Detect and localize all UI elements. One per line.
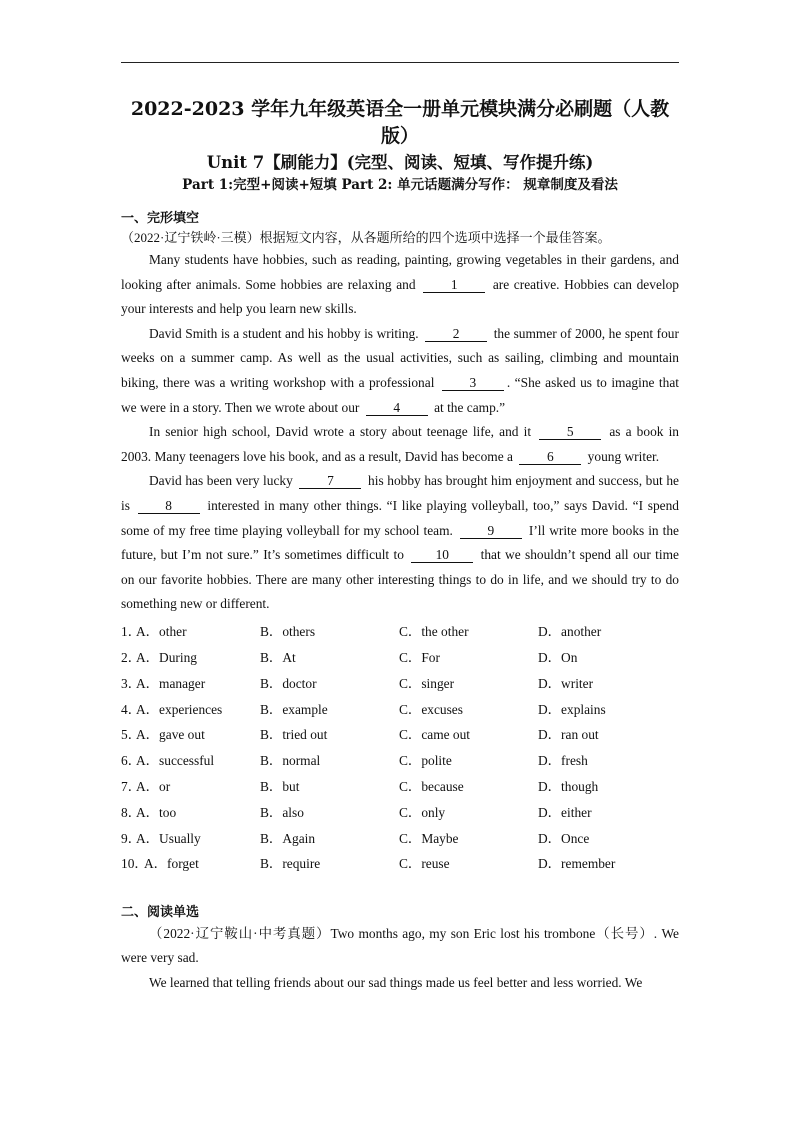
blank-7: 7 <box>299 473 361 489</box>
reading-paragraph-1: （2022·辽宁鞍山·中考真题）Two months ago, my son Eric lost his trombone（长号）. We were very sad. <box>121 925 679 966</box>
option-row-4 <box>121 695 679 721</box>
cloze-paragraph-2 <box>121 322 679 420</box>
section-reading <box>121 904 679 996</box>
header-rule <box>121 62 679 63</box>
question-number: 9． <box>121 830 142 846</box>
option-a: A．gave out <box>136 727 205 743</box>
option-d: D．another <box>538 624 602 640</box>
option-d: D．fresh <box>538 753 588 769</box>
blank-6: 6 <box>519 449 581 465</box>
blank-9: 9 <box>460 523 522 539</box>
option-row-3 <box>121 670 679 696</box>
option-c: C．singer <box>399 675 455 691</box>
blank-2: 2 <box>425 326 487 342</box>
question-number: 8． <box>121 804 142 820</box>
option-a: A．experiences <box>136 701 223 717</box>
question-number: 1． <box>121 624 142 640</box>
blank-8: 8 <box>138 498 200 514</box>
options-list <box>121 618 679 876</box>
option-row-7 <box>121 773 679 799</box>
option-d: D．remember <box>538 856 616 872</box>
option-a: A．too <box>136 804 177 820</box>
option-c: C．reuse <box>399 856 450 872</box>
question-number: 5． <box>121 727 142 743</box>
blank-1: 1 <box>423 277 485 293</box>
text-span: the summer of 2000, he spent four weeks on a summer camp. As well as the usual activities, such as sailing, climbing and mountain biking, there was a writing workshop with a professional <box>121 325 679 390</box>
option-row-8 <box>121 798 679 824</box>
option-d: D．either <box>538 804 592 820</box>
option-b: B．also <box>260 804 304 820</box>
option-d: D．ran out <box>538 727 599 743</box>
option-row-1 <box>121 618 679 644</box>
reading-paragraph-2: We learned that telling friends about our sad things made us feel better and less worried. We <box>149 975 643 991</box>
option-b: B．others <box>260 624 316 640</box>
text-span: interested in many other things. “I like playing volleyball, too,” says David. “I spend some of my free time playing volleyball for my school team. <box>121 497 679 538</box>
option-c: C．came out <box>399 727 471 743</box>
option-row-5 <box>121 721 679 747</box>
option-a: A．During <box>136 650 197 666</box>
page-subtitle: Unit 7【刷能力】(完型、阅读、短填、写作提升练) <box>206 153 594 172</box>
option-c: C．excuses <box>399 701 463 717</box>
option-row-9 <box>121 824 679 850</box>
option-d: D．writer <box>538 675 594 691</box>
page-title-line2: 版） <box>380 125 419 147</box>
section-heading-cloze: 一、完形填空 <box>121 211 200 226</box>
option-c: C．For <box>399 650 440 666</box>
question-number: 7． <box>121 779 142 795</box>
section-heading-reading: 二、阅读单选 <box>121 904 200 920</box>
page-title-line1: 2022-2023 学年九年级英语全一册单元模块满分必刷题（人教 <box>130 98 670 120</box>
cloze-paragraph-3 <box>121 420 679 469</box>
option-b: B．but <box>260 779 300 795</box>
title-block <box>110 96 690 195</box>
cloze-paragraph-4 <box>121 469 679 617</box>
option-a: A．Usually <box>136 830 201 846</box>
page-subsubtitle: Part 1:完型+阅读+短填 Part 2: 单元话题满分写作： 规章制度及看法 <box>182 177 618 193</box>
option-c: C．the other <box>399 624 469 640</box>
text-span: I’ll write more books in the future, but I’m not sure.” It’s sometimes difficult to <box>121 522 679 563</box>
option-c: C．Maybe <box>399 830 459 846</box>
option-d: D．explains <box>538 701 606 717</box>
option-a: A．other <box>136 624 187 640</box>
text-span: at the camp.” <box>434 399 506 415</box>
blank-4: 4 <box>366 400 428 416</box>
text-span: that we shouldn’t spend all our time on our favorite hobbies. There are many other interesting things to do in life, and we should try to do something new or different. <box>121 547 679 612</box>
question-number: 10． <box>121 856 148 872</box>
option-a: A．forget <box>144 856 199 872</box>
question-number: 4． <box>121 701 142 717</box>
text-span: David has been very lucky <box>149 473 293 489</box>
option-c: C．because <box>399 779 464 795</box>
option-c: C．polite <box>399 753 452 769</box>
text-span: as a book in 2003. Many teenagers love his book, and as a result, David has become a <box>121 424 679 464</box>
text-span: his hobby has brought him enjoyment and success, but he is <box>121 473 679 513</box>
option-row-6 <box>121 747 679 773</box>
cloze-paragraph-1 <box>121 248 679 322</box>
question-number: 3． <box>121 675 142 691</box>
question-number: 2． <box>121 650 142 666</box>
option-b: B．tried out <box>260 727 328 743</box>
text-span: Many students have hobbies, such as reading, painting, growing vegetables in their gardens, and looking after animals. Some hobbies are relaxing and <box>121 252 679 292</box>
text-span: David Smith is a student and his hobby is writing. <box>149 325 419 341</box>
option-d: D．though <box>538 779 599 795</box>
option-row-2 <box>121 644 679 670</box>
option-b: B．require <box>260 856 321 872</box>
blank-5: 5 <box>539 424 601 440</box>
option-row-10 <box>121 850 679 876</box>
option-b: B．At <box>260 650 296 666</box>
option-d: D．Once <box>538 830 590 846</box>
text-span: are creative. Hobbies can develop your interests and help you learn new skills. <box>121 276 679 317</box>
option-b: B．example <box>260 701 328 717</box>
option-b: B．doctor <box>260 675 317 691</box>
text-span: young writer. <box>587 448 660 464</box>
option-d: D．On <box>538 650 578 666</box>
option-b: B．Again <box>260 830 316 846</box>
blank-3: 3 <box>442 375 504 391</box>
blank-10: 10 <box>411 547 473 563</box>
question-number: 6． <box>121 753 142 769</box>
text-span: In senior high school, David wrote a story about teenage life, and it <box>149 424 532 440</box>
cloze-source: （2022·辽宁铁岭·三模）根据短文内容，从各题所给的四个选项中选择一个最佳答案。 <box>121 230 611 245</box>
content <box>121 210 679 996</box>
option-a: A．manager <box>136 675 206 691</box>
option-c: C．only <box>399 804 446 820</box>
option-a: A．successful <box>136 753 215 769</box>
text-span: . “She asked us to imagine that we were in a story. Then we wrote about our <box>121 374 679 415</box>
option-b: B．normal <box>260 753 321 769</box>
option-a: A．or <box>136 779 171 795</box>
